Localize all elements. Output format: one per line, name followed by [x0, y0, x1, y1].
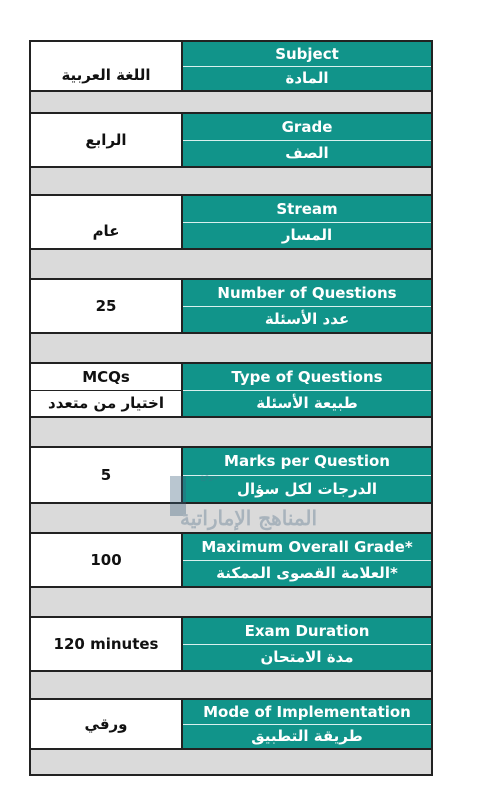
- number-of-questions-value: 25: [31, 280, 183, 332]
- row-type-of-questions: [31, 364, 431, 416]
- row-exam-duration: [31, 618, 431, 670]
- maximum-overall-grade-label-ar: العلامة القصوى الممكنة*: [216, 564, 398, 583]
- grade-label-ar: الصف: [285, 144, 329, 163]
- type-of-questions-header: [183, 364, 431, 416]
- maximum-overall-grade-header: [183, 534, 431, 586]
- separator: [31, 502, 431, 534]
- exam-duration-label-en: Exam Duration: [183, 618, 431, 645]
- exam-duration-label-ar: مدة الامتحان: [260, 648, 354, 667]
- marks-per-question-label-ar: الدرجات لكل سؤال: [236, 479, 378, 498]
- maximum-overall-grade-value: 100: [31, 534, 183, 586]
- separator: [31, 416, 431, 448]
- separator: [31, 90, 431, 114]
- subject-header: [183, 42, 431, 90]
- marks-per-question-header: [183, 448, 431, 502]
- number-of-questions-label-en: Number of Questions: [183, 280, 431, 307]
- subject-value: اللغة العربية: [31, 42, 183, 90]
- stream-label-ar: المسار: [281, 226, 333, 245]
- stream-label-en: Stream: [183, 196, 431, 223]
- grade-value: الرابع: [31, 114, 183, 166]
- separator: [31, 248, 431, 280]
- watermark-small-text: موقع: [200, 472, 219, 482]
- subject-label-en: Subject: [183, 42, 431, 67]
- separator: [31, 670, 431, 700]
- mode-of-implementation-label-ar: طريقة التطبيق: [251, 727, 363, 746]
- row-mode-of-implementation: [31, 700, 431, 748]
- row-subject: [31, 42, 431, 90]
- separator: [31, 586, 431, 618]
- marks-per-question-value: 5: [31, 448, 183, 502]
- stream-value: عام: [31, 196, 183, 248]
- grade-header: [183, 114, 431, 166]
- type-of-questions-value: [31, 364, 183, 416]
- row-stream: [31, 196, 431, 248]
- row-grade: [31, 114, 431, 166]
- row-marks-per-question: [31, 448, 431, 502]
- number-of-questions-label-ar: عدد الأسئلة: [264, 310, 350, 329]
- type-of-questions-label-en: Type of Questions: [183, 364, 431, 391]
- row-maximum-overall-grade: [31, 534, 431, 586]
- separator: [31, 166, 431, 196]
- separator: [31, 332, 431, 364]
- type-of-questions-value-ar: اختيار من متعدد: [48, 394, 164, 413]
- number-of-questions-header: [183, 280, 431, 332]
- exam-duration-header: [183, 618, 431, 670]
- type-of-questions-label-ar: طبيعة الأسئلة: [256, 394, 358, 413]
- separator: [31, 748, 431, 774]
- subject-label-ar: المادة: [285, 69, 329, 88]
- exam-duration-value: 120 minutes: [31, 618, 183, 670]
- mode-of-implementation-label-en: Mode of Implementation: [183, 700, 431, 725]
- stream-header: [183, 196, 431, 248]
- marks-per-question-label-en: Marks per Question: [183, 448, 431, 476]
- exam-spec-table: [29, 40, 433, 776]
- maximum-overall-grade-label-en: Maximum Overall Grade*: [183, 534, 431, 561]
- watermark-text: المناهج الإماراتية: [180, 506, 318, 530]
- mode-of-implementation-value: ورقي: [31, 700, 183, 748]
- grade-label-en: Grade: [183, 114, 431, 141]
- type-of-questions-value-en: MCQs: [31, 364, 181, 391]
- mode-of-implementation-header: [183, 700, 431, 748]
- row-number-of-questions: [31, 280, 431, 332]
